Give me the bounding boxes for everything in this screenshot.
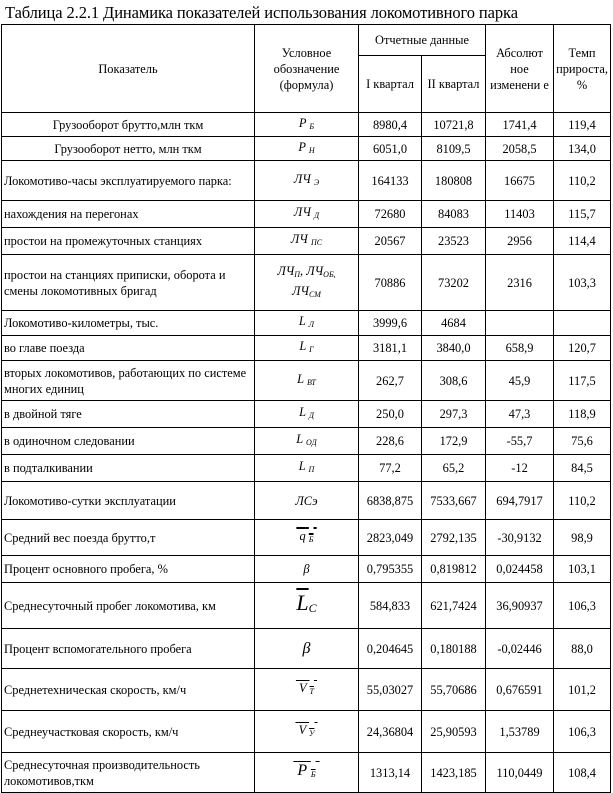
row-abs: 1741,4 bbox=[486, 113, 554, 137]
row-name: простои на станциях приписки, оборота и смены локомотивных бригад bbox=[2, 255, 255, 311]
row-q1: 24,36804 bbox=[359, 711, 422, 753]
row-name: Средний вес поезда брутто,т bbox=[2, 520, 255, 556]
row-q1: 0,204645 bbox=[359, 629, 422, 669]
row-name: Грузооборот нетто, млн ткм bbox=[2, 137, 255, 161]
row-q1: 20567 bbox=[359, 228, 422, 255]
table-row bbox=[2, 161, 611, 201]
row-abs: 11403 bbox=[486, 201, 554, 228]
row-abs: 0,024458 bbox=[486, 556, 554, 583]
row-abs: 658,9 bbox=[486, 336, 554, 361]
row-growth: 106,3 bbox=[554, 583, 611, 629]
row-symbol: β bbox=[255, 629, 359, 669]
row-name: Среднеучастковая скорость, км/ч bbox=[2, 711, 255, 753]
table-row bbox=[2, 556, 611, 583]
row-q1: 3181,1 bbox=[359, 336, 422, 361]
row-q2: 4684 bbox=[422, 311, 486, 336]
row-q2: 73202 bbox=[422, 255, 486, 311]
row-symbol: $ЛЧ_П$, $ЛЧ_{ОБ,}$ $ЛЧ_{СМ}$ bbox=[255, 255, 359, 311]
row-q2: 2792,135 bbox=[422, 520, 486, 556]
row-symbol: L $_{ОД}$ bbox=[255, 428, 359, 455]
table-row bbox=[2, 361, 611, 401]
row-growth bbox=[554, 311, 611, 336]
row-q2: 65,2 bbox=[422, 455, 486, 482]
row-growth: 118,9 bbox=[554, 401, 611, 428]
row-name: Процент вспомогательного пробега bbox=[2, 629, 255, 669]
row-q2: 0,180188 bbox=[422, 629, 486, 669]
row-growth: 98,9 bbox=[554, 520, 611, 556]
row-q1: 6051,0 bbox=[359, 137, 422, 161]
row-q2: 1423,185 bbox=[422, 753, 486, 793]
row-abs: -55,7 bbox=[486, 428, 554, 455]
row-symbol: L $_Л$ bbox=[255, 311, 359, 336]
row-q1: 55,03027 bbox=[359, 669, 422, 711]
row-symbol: q $_Б$ bbox=[255, 520, 359, 556]
row-growth: 103,3 bbox=[554, 255, 611, 311]
row-name: Локомотиво-часы эксплуатируемого парка: bbox=[2, 161, 255, 201]
header-growth: Темп прироста, % bbox=[554, 25, 611, 113]
header-row-1 bbox=[2, 25, 611, 56]
row-q1: 2823,049 bbox=[359, 520, 422, 556]
table-row bbox=[2, 428, 611, 455]
table-row bbox=[2, 113, 611, 137]
row-growth: 114,4 bbox=[554, 228, 611, 255]
row-symbol: ЛЧ $_Э$ bbox=[255, 161, 359, 201]
table-row bbox=[2, 629, 611, 669]
row-q2: 8109,5 bbox=[422, 137, 486, 161]
row-abs: 47,3 bbox=[486, 401, 554, 428]
row-symbol: ЛЧ $_Д$ bbox=[255, 201, 359, 228]
row-growth: 110,2 bbox=[554, 161, 611, 201]
row-abs: 45,9 bbox=[486, 361, 554, 401]
table-row bbox=[2, 201, 611, 228]
row-q2: 308,6 bbox=[422, 361, 486, 401]
row-symbol: P $_Б$ bbox=[255, 753, 359, 793]
row-name: в одиночном следовании bbox=[2, 428, 255, 455]
row-q2: 23523 bbox=[422, 228, 486, 255]
row-q2: 297,3 bbox=[422, 401, 486, 428]
row-name: во главе поезда bbox=[2, 336, 255, 361]
table-title: Таблица 2.2.1 Динамика показателей использования локомотивного парка bbox=[5, 3, 518, 22]
row-abs: 0,676591 bbox=[486, 669, 554, 711]
header-q2: II квартал bbox=[422, 56, 486, 113]
row-abs: -0,02446 bbox=[486, 629, 554, 669]
row-name: Локомотиво-километры, тыс. bbox=[2, 311, 255, 336]
row-q1: 250,0 bbox=[359, 401, 422, 428]
row-symbol: V $_У$ bbox=[255, 711, 359, 753]
header-symbol: Условное обозначение (формула) bbox=[255, 25, 359, 113]
row-growth: 88,0 bbox=[554, 629, 611, 669]
row-name: Среднетехническая скорость, км/ч bbox=[2, 669, 255, 711]
header-q1: I квартал bbox=[359, 56, 422, 113]
row-q2: 55,70686 bbox=[422, 669, 486, 711]
row-name: Грузооборот брутто,млн ткм bbox=[2, 113, 255, 137]
row-name: в подталкивании bbox=[2, 455, 255, 482]
row-name: вторых локомотивов, работающих по системе многих единиц bbox=[2, 361, 255, 401]
row-growth: 117,5 bbox=[554, 361, 611, 401]
table-row bbox=[2, 228, 611, 255]
row-symbol: ЛЧ $_{ПС}$ bbox=[255, 228, 359, 255]
row-q1: 1313,14 bbox=[359, 753, 422, 793]
row-growth: 115,7 bbox=[554, 201, 611, 228]
row-q2: 3840,0 bbox=[422, 336, 486, 361]
row-q1: 72680 bbox=[359, 201, 422, 228]
header-reported: Отчетные данные bbox=[359, 25, 486, 56]
row-q2: 7533,667 bbox=[422, 482, 486, 520]
row-symbol: L $_Г$ bbox=[255, 336, 359, 361]
row-q1: 6838,875 bbox=[359, 482, 422, 520]
locomotive-usage-table bbox=[1, 24, 611, 793]
row-abs: 2956 bbox=[486, 228, 554, 255]
row-name: в двойной тяге bbox=[2, 401, 255, 428]
row-growth: 110,2 bbox=[554, 482, 611, 520]
row-q1: 584,833 bbox=[359, 583, 422, 629]
row-name: Локомотиво-сутки эксплуатации bbox=[2, 482, 255, 520]
row-growth: 103,1 bbox=[554, 556, 611, 583]
row-abs: 2316 bbox=[486, 255, 554, 311]
row-growth: 106,3 bbox=[554, 711, 611, 753]
header-abs-change: Абсолют ное изменени е bbox=[486, 25, 554, 113]
row-q1: 0,795355 bbox=[359, 556, 422, 583]
table-row bbox=[2, 520, 611, 556]
row-name: Среднесуточный пробег локомотива, км bbox=[2, 583, 255, 629]
row-q2: 84083 bbox=[422, 201, 486, 228]
row-symbol: L $_П$ bbox=[255, 455, 359, 482]
row-symbol: $\overline{L}С$ bbox=[255, 583, 359, 629]
row-q1: 77,2 bbox=[359, 455, 422, 482]
row-q2: 180808 bbox=[422, 161, 486, 201]
row-abs: -12 bbox=[486, 455, 554, 482]
table-row bbox=[2, 336, 611, 361]
row-q2: 172,9 bbox=[422, 428, 486, 455]
row-abs: -30,9132 bbox=[486, 520, 554, 556]
table-row bbox=[2, 753, 611, 793]
table-row bbox=[2, 311, 611, 336]
row-symbol: β bbox=[255, 556, 359, 583]
row-growth: 134,0 bbox=[554, 137, 611, 161]
row-abs: 16675 bbox=[486, 161, 554, 201]
row-symbol: ЛСэ bbox=[255, 482, 359, 520]
row-growth: 84,5 bbox=[554, 455, 611, 482]
row-q1: 3999,6 bbox=[359, 311, 422, 336]
row-symbol: V $_Т$ bbox=[255, 669, 359, 711]
row-abs: 110,0449 bbox=[486, 753, 554, 793]
row-q2: 25,90593 bbox=[422, 711, 486, 753]
table-row bbox=[2, 711, 611, 753]
header-indicator: Показатель bbox=[2, 25, 255, 113]
row-growth: 120,7 bbox=[554, 336, 611, 361]
table-row bbox=[2, 482, 611, 520]
row-abs: 36,90937 bbox=[486, 583, 554, 629]
row-abs bbox=[486, 311, 554, 336]
row-symbol: L $_Д$ bbox=[255, 401, 359, 428]
row-abs: 694,7917 bbox=[486, 482, 554, 520]
table-row bbox=[2, 669, 611, 711]
row-name: нахождения на перегонах bbox=[2, 201, 255, 228]
table-row bbox=[2, 255, 611, 311]
table-row bbox=[2, 137, 611, 161]
row-q2: 621,7424 bbox=[422, 583, 486, 629]
row-q2: 0,819812 bbox=[422, 556, 486, 583]
row-q2: 10721,8 bbox=[422, 113, 486, 137]
row-q1: 8980,4 bbox=[359, 113, 422, 137]
row-q1: 164133 bbox=[359, 161, 422, 201]
row-symbol: P $_Б$ bbox=[255, 113, 359, 137]
row-name: Процент основного пробега, % bbox=[2, 556, 255, 583]
row-name: Среднесуточная производительность локомотивов,ткм bbox=[2, 753, 255, 793]
row-name: простои на промежуточных станциях bbox=[2, 228, 255, 255]
row-symbol: P $_Н$ bbox=[255, 137, 359, 161]
table-row bbox=[2, 401, 611, 428]
row-growth: 119,4 bbox=[554, 113, 611, 137]
row-q1: 262,7 bbox=[359, 361, 422, 401]
row-q1: 228,6 bbox=[359, 428, 422, 455]
row-symbol: L $_{ВТ}$ bbox=[255, 361, 359, 401]
row-growth: 108,4 bbox=[554, 753, 611, 793]
row-growth: 101,2 bbox=[554, 669, 611, 711]
row-abs: 1,53789 bbox=[486, 711, 554, 753]
row-abs: 2058,5 bbox=[486, 137, 554, 161]
row-growth: 75,6 bbox=[554, 428, 611, 455]
row-q1: 70886 bbox=[359, 255, 422, 311]
table-row bbox=[2, 583, 611, 629]
table-row bbox=[2, 455, 611, 482]
